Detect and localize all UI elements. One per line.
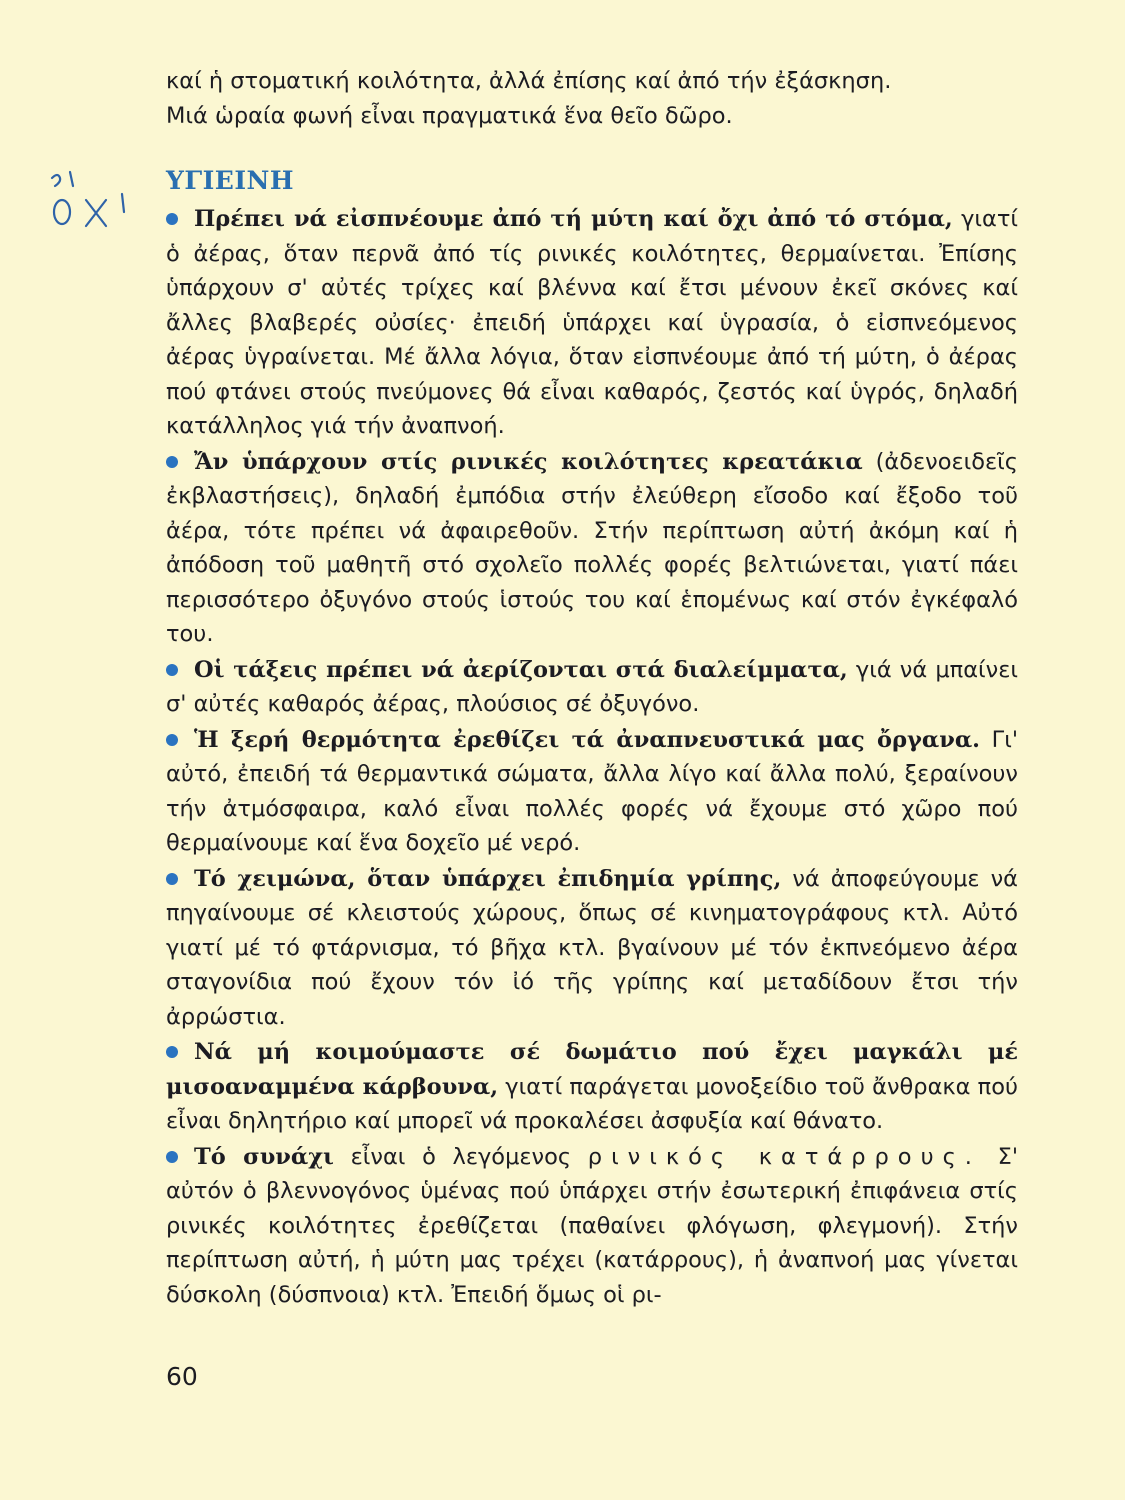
list-item: Ἡ ξερή θερμότητα ἐρεθίζει τά ἀναπνευστικά μας ὄργανα. Γι' αὐτό, ἐπειδή τά θερμαντικά σώματα, ἄλλα λίγο καί ἄλλα πολύ, ξεραίνουν τήν ἀτμόσφαιρα, καλό εἶναι πολλές φορές νά ἔχουμε στό χῶρο πού θερμαίνουμε καί ἕνα δοχεῖο μέ νερό. [166,726,1019,856]
bullet-icon [166,664,178,676]
handwritten-margin-note [40,170,150,250]
list-item: Οἱ τάξεις πρέπει νά ἀερίζονται στά διαλείμματα, γιά νά μπαίνει σ' αὐτές καθαρός ἀέρας, πλούσιος σέ ὀξυγόνο. [166,656,1018,717]
intro-line-1: καί ἡ στοματική κοιλότητα, ἀλλά ἐπίσης καί ἀπό τήν ἐξάσκηση. [166,68,892,94]
bullet-icon [166,1046,178,1058]
intro-paragraph [166,64,1018,133]
hygiene-list [166,202,1018,1313]
bullet-icon [166,456,178,468]
page-number: 60 [166,1362,198,1391]
list-item: Τό χειμώνα, ὅταν ὑπάρχει ἐπιδημία γρίπης, νά ἀποφεύγουμε νά πηγαίνουμε σέ κλειστούς χώρους, ὅπως σέ κινηματογράφους κτλ. Αὐτό γιατί μέ τό φτάρνισμα, τό βῆχα κτλ. βγαίνουν μέ τόν ἐκπνεόμενο ἀέρα σταγονίδια πού ἔχουν τόν ἰό τῆς γρίπης καί μεταδίδουν ἔτσι τήν ἀρρώστια. [166,865,1018,1030]
section-heading: ΥΓΙΕΙΝΗ [166,166,295,195]
bullet-icon [166,1151,178,1163]
list-item: Ἄν ὑπάρχουν στίς ρινικές κοιλότητες κρεατάκια (ἀδενοειδεῖς ἐκβλαστήσεις), δηλαδή ἐμπόδια στήν ἐλεύθερη εἴσοδο καί ἔξοδο τοῦ ἀέρα, τότε πρέπει νά ἀφαιρεθοῦν. Στήν περίπτωση αὐτή ἀκόμη καί ἡ ἀπόδοση τοῦ μαθητῆ στό σχολεῖο πολλές φορές βελτιώνεται, γιατί πάει περισσότερο ὀξυγόνο στούς ἱστούς του καί ἑπομένως καί στόν ἐγκέφαλό του. [166,448,1018,647]
intro-line-2: Μιά ὡραία φωνή εἶναι πραγματικά ἕνα θεῖο δῶρο. [166,102,733,129]
list-item: Νά μή κοιμούμαστε σέ δωμάτιο πού ἔχει μαγκάλι μέ μισοαναμμένα κάρβουνα, γιατί παράγεται μονοξείδιο τοῦ ἄνθρακα πού εἶναι δηλητήριο καί μπορεῖ νά προκαλέσει ἀσφυξία καί θάνατο. [166,1039,1019,1134]
spaced-term: ρινικός κατάρρους. [587,1143,981,1170]
list-item: Πρέπει νά εἰσπνέουμε ἀπό τή μύτη καί ὄχι ἀπό τό στόμα, γιατί ὁ ἀέρας, ὅταν περνᾶ ἀπό τίς ρινικές κοιλότητες, θερμαίνεται. Ἐπίσης ὑπάρχουν σ' αὐτές τρίχες καί βλέννα καί ἔτσι μένουν ἐκεῖ σκόνες καί ἄλλες βλαβερές οὐσίες· ἐπειδή ὑπάρχει καί ὑγρασία, ὁ εἰσπνεόμενος ἀέρας ὑγραίνεται. Μέ ἄλλα λόγια, ὅταν εἰσπνέουμε ἀπό τή μύτη, ὁ ἀέρας πού φτάνει στούς πνεύμονες θά εἶναι καθαρός, ζεστός καί ὑγρός, δηλαδή κατάλληλος γιά τήν ἀναπνοή. [166,206,1019,439]
bullet-icon [166,734,178,746]
bullet-icon [166,873,178,885]
list-item: Τό συνάχι εἶναι ὁ λεγόμενος ρινικός κατάρρους. Σ' αὐτόν ὁ βλεννογόνος ὑμένας πού ὑπάρχει στήν ἐσωτερική ἐπιφάνεια στίς ρινικές κοιλότητες ἐρεθίζεται (παθαίνει φλόγωση, φλεγμονή). Στήν περίπτωση αὐτή, ἡ μύτη μας τρέχει (κατάρρους), ἡ ἀναπνοή μας γίνεται δύσκολη (δύσπνοια) κτλ. Ἐπειδή ὅμως οἱ ρι- [166,1143,1019,1308]
bullet-icon [166,213,178,225]
